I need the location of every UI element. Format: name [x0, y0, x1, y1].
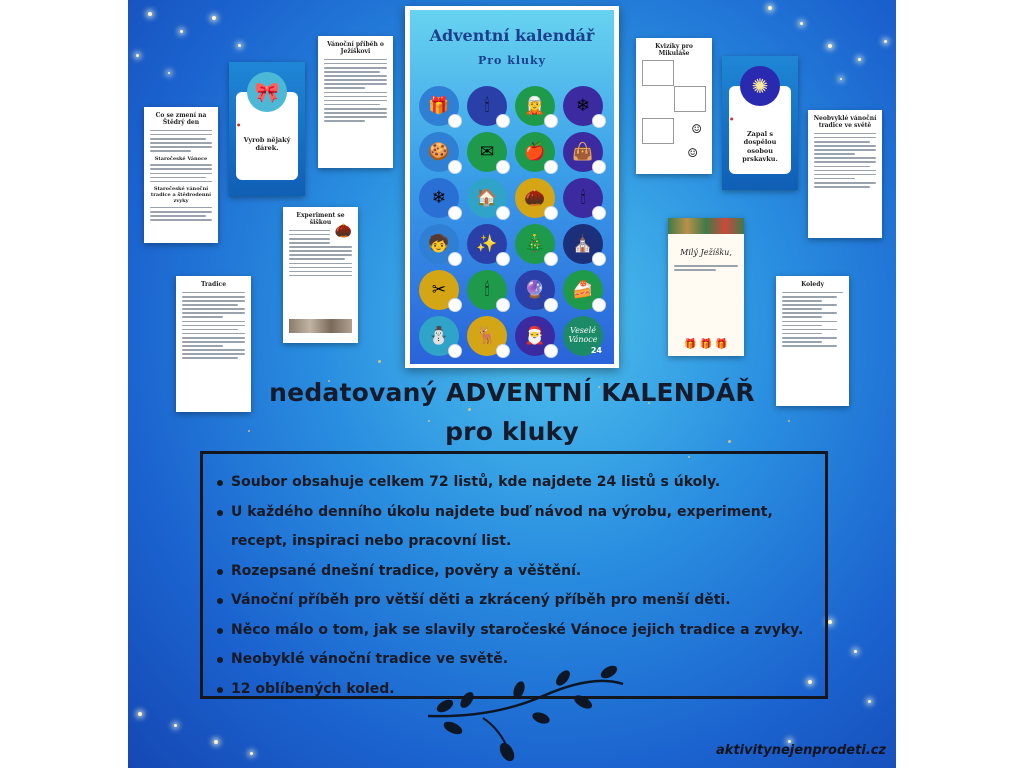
card-text: Vyrob nějaký dárek. — [243, 136, 291, 153]
calendar-day-21: ⛄ — [419, 316, 459, 356]
headline-line-2: pro kluky — [445, 417, 579, 446]
final-cell-number: 24 — [590, 346, 602, 355]
sheet-unusual-traditions — [808, 110, 882, 238]
sparkler-icon: ✺ — [740, 66, 780, 106]
sheet-story — [318, 36, 393, 168]
gift-ornament-icon: 🎀 — [247, 72, 287, 112]
advent-calendar-poster — [405, 6, 619, 368]
feature-item: Soubor obsahuje celkem 72 listů, kde najdete 24 listů s úkoly. — [217, 468, 815, 498]
task-card-gift: 🎀 ● Vyrob nějaký dárek. — [229, 62, 305, 196]
pinecone-icon: 🌰 — [334, 223, 352, 239]
feature-item: Neobyklé vánoční tradice ve světě. — [217, 645, 815, 675]
calendar-day-14: ✨ — [467, 224, 507, 264]
branch-illustration — [423, 656, 633, 766]
sheet-title: Neobvyklé vánoční tradice ve světě — [813, 115, 877, 129]
sheet-subtitle: Staročeské Vánoce — [154, 155, 208, 162]
poster-title: Adventní kalendář — [429, 26, 595, 45]
calendar-day-8: 👜 — [563, 132, 603, 172]
calendar-day-3: 🧝 — [515, 86, 555, 126]
calendar-day-19: 🔮 — [515, 270, 555, 310]
calendar-day-11: 🌰 — [515, 178, 555, 218]
calendar-day-6: ✉ — [467, 132, 507, 172]
sheet-nikolaus — [636, 38, 712, 174]
sheet-christmas-eve — [144, 107, 218, 243]
calendar-day-12: 🕯 — [563, 178, 603, 218]
sheet-title: Co se zmení na Štědrý den — [155, 112, 207, 126]
feature-item: 12 oblíbených koled. — [217, 675, 815, 705]
feature-item: U každého denního úkolu najdete buď návod na výrobu, experiment, recept, inspiraci nebo pracovní list. — [217, 498, 815, 557]
feature-item: Vánoční příběh pro větší děti a zkrácený příběh pro menší děti. — [217, 586, 815, 616]
website-footer: aktivitynejenprodeti.cz — [716, 743, 886, 758]
sheet-title: Experiment se šiškou — [296, 212, 345, 226]
final-cell-text: Veselé Vánoce — [568, 326, 598, 344]
calendar-day-10: 🏠 — [467, 178, 507, 218]
calendar-day-15: 🎄 — [515, 224, 555, 264]
sheet-letter — [668, 218, 744, 356]
calendar-day-4: ❄ — [563, 86, 603, 126]
calendar-day-20: 🍰 — [563, 270, 603, 310]
calendar-day-17: ✂ — [419, 270, 459, 310]
gifts-icon: 🎁 🎁 🎁 — [684, 339, 728, 350]
calendar-grid — [419, 86, 605, 356]
calendar-day-7: 🍎 — [515, 132, 555, 172]
calendar-day-5: 🍪 — [419, 132, 459, 172]
promo-panel — [128, 0, 896, 768]
experiment-photos — [289, 319, 352, 333]
calendar-day-2: 🕯 — [467, 86, 507, 126]
smiley-icon-2: ☺ — [687, 146, 698, 160]
card-text: Zapal s dospělou osobou prskavku. — [742, 130, 778, 164]
calendar-day-13: 🧒 — [419, 224, 459, 264]
calendar-day-23: 🎅 — [515, 316, 555, 356]
headline-line-1: nedatovaný ADVENTNÍ KALENDÁŘ — [269, 378, 755, 407]
calendar-day-24 — [563, 316, 603, 356]
calendar-day-9: ❄ — [419, 178, 459, 218]
feature-item: Něco málo o tom, jak se slavily staročeské Vánoce jejich tradice a zvyky. — [217, 616, 815, 646]
calendar-day-18: 🕯 — [467, 270, 507, 310]
sheet-title: Kvizíky pro Mikuláše — [655, 43, 693, 57]
sheet-title: Vánoční příběh o Ježíškovi — [327, 41, 384, 55]
sheet-title: Koledy — [801, 281, 824, 288]
sheet-title: Tradice — [200, 281, 227, 288]
calendar-day-22: 🦌 — [467, 316, 507, 356]
sheet-subtitle-2: Staročeské vánoční tradice a štědrodenní zvyky — [150, 186, 212, 205]
letter-greeting: Milý Ježíšku, — [680, 248, 732, 257]
sheet-experiment — [283, 207, 358, 343]
poster-subtitle: Pro kluky — [477, 54, 547, 67]
smiley-icon: ☺ — [691, 122, 702, 136]
calendar-day-16: ⛪ — [563, 224, 603, 264]
task-card-sparkler: ✺ ● Zapal s dospělou osobou prskavku. — [722, 56, 798, 190]
calendar-day-1: 🎁 — [419, 86, 459, 126]
garland-decoration — [668, 218, 744, 234]
feature-item: Rozepsané dnešní tradice, pověry a věštění. — [217, 557, 815, 587]
